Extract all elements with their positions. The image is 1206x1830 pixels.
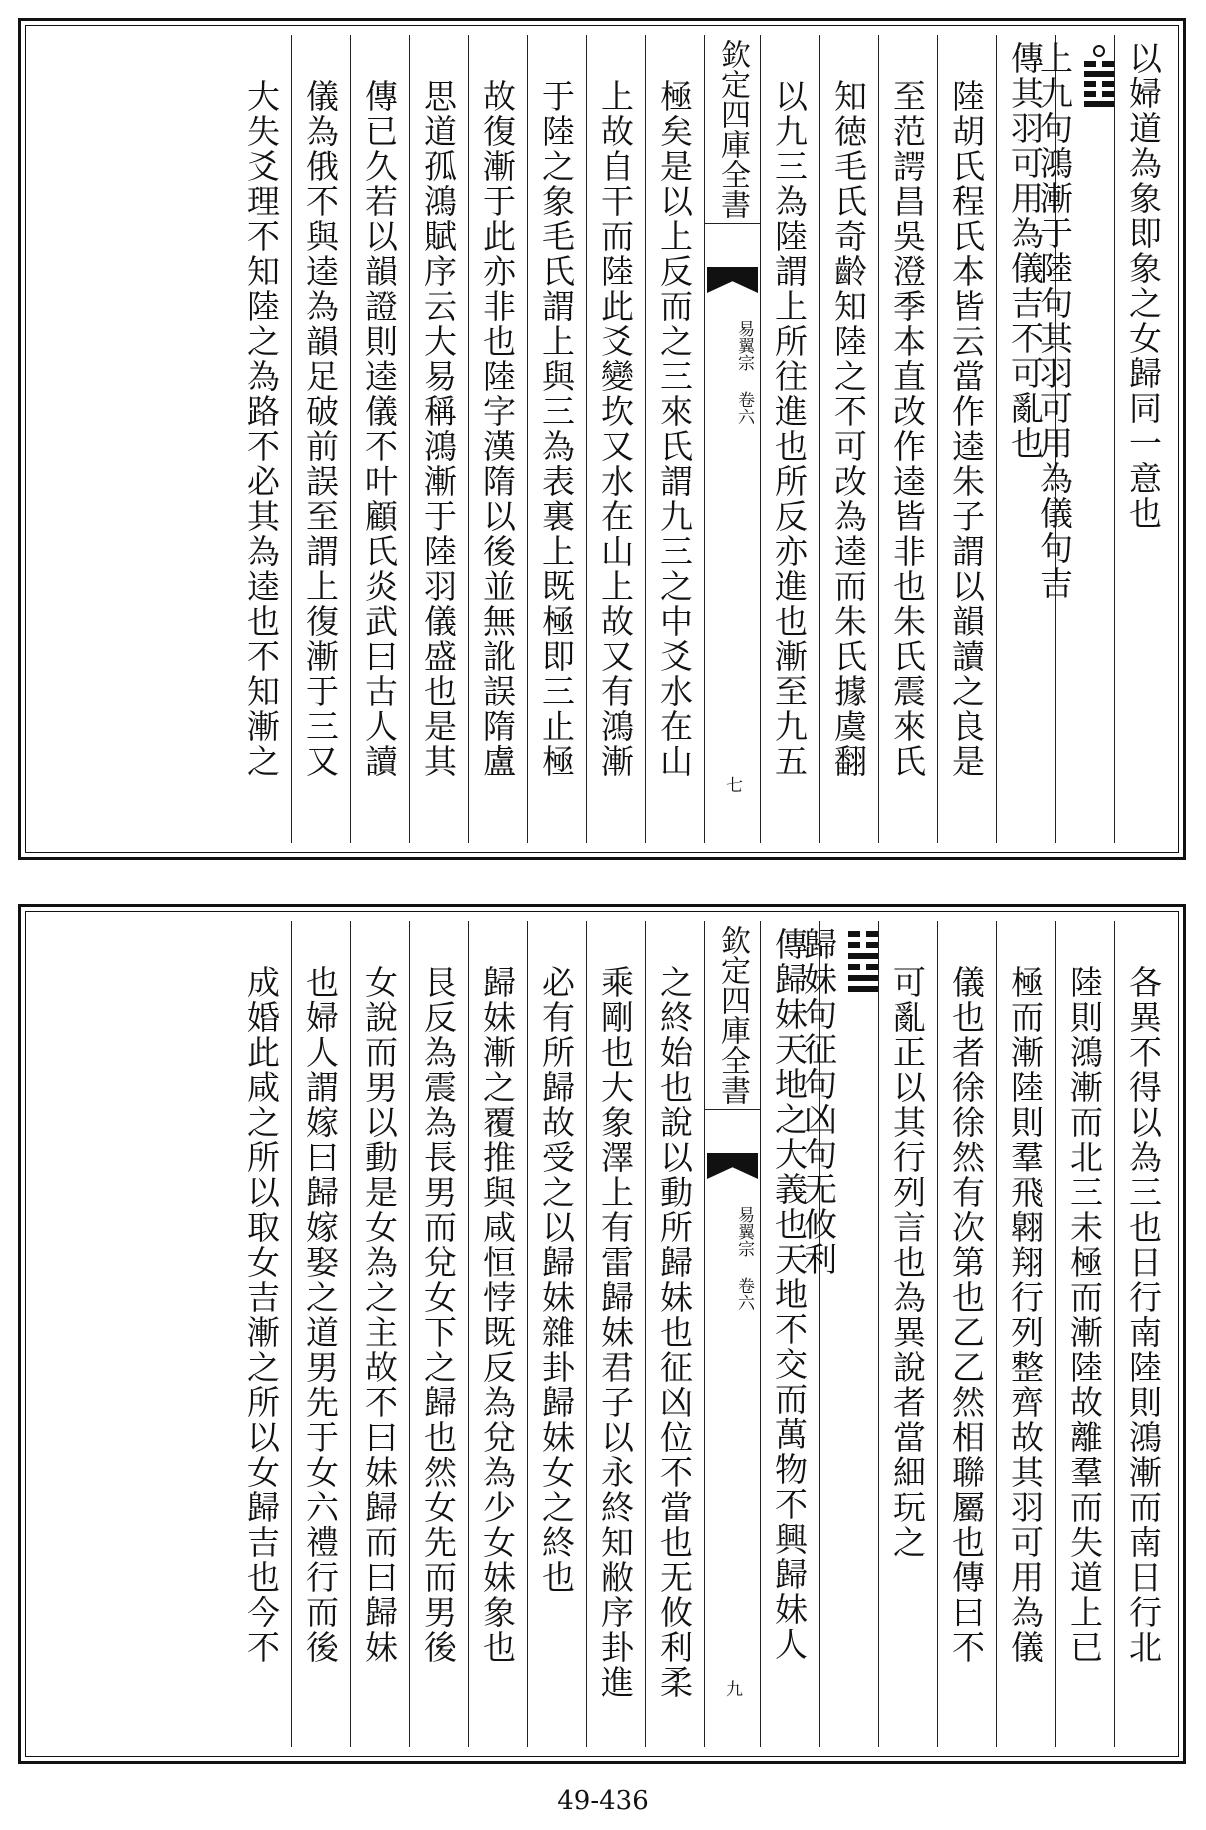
text-column: 之終始也說以動所歸妹也征凶位不當也无攸利柔 [645, 921, 704, 1747]
page-number: 49-436 [557, 1786, 649, 1816]
center-gutter [704, 921, 760, 1747]
line-text: 歸妹句征句凶句无攸利 [799, 927, 838, 1277]
text-column: 各異不得以為三也日行南陸則鴻漸而南日行北 [1114, 921, 1173, 1747]
text-column: 成婚此咸之所以取女吉漸之所以女歸吉也今不 [242, 965, 281, 1665]
text-column: 儀為俄不與逵為韻足破前誤至謂上復漸于三又 [291, 35, 350, 843]
leaf-number: 七 [722, 776, 742, 793]
text-column: 乘剛也大象澤上有雷歸妹君子以永終知敝序卦進 [586, 921, 645, 1747]
text-column: 艮反為震為長男而兌女下之歸也然女先而男後 [409, 921, 468, 1747]
text-column: 上故自干而陸此爻變坎又水在山上故又有鴻漸 [586, 35, 645, 843]
top-page [18, 18, 1186, 860]
text-column: 知徳毛氏奇齡知陸之不可改為逵而朱氏據虞翻 [819, 35, 878, 843]
hexagram-icon [1084, 45, 1114, 111]
text-column: 至范諤昌吳澄季本直改作逵皆非也朱氏震來氏 [878, 35, 937, 843]
bottom-page [18, 904, 1186, 1764]
text-column: 極矣是以上反而之三來氏謂九三之中爻水在山 [645, 35, 704, 843]
hexagram-icon [848, 931, 878, 993]
text-column: 思道孤鴻賦序云大易稱鴻漸于陸羽儀盛也是其 [409, 35, 468, 843]
text-column [799, 921, 878, 1747]
volume-label: 卷六 [734, 391, 754, 425]
volume-label: 卷六 [734, 1277, 754, 1311]
text-column: 傳歸妹天地之大義也天地不交而萬物不興歸妹人 [760, 921, 819, 1747]
text-column: 極而漸陸則羣飛翺翔行列整齊故其羽可用為儀 [996, 921, 1055, 1747]
line-text: 上九句鴻漸于陸句其羽可用為儀句吉 [1035, 41, 1074, 601]
text-column: 傳已久若以韻證則逵儀不叶顧氏炎武曰古人讀 [350, 35, 409, 843]
book-title: 易翼宗 [734, 1206, 754, 1257]
text-column: 陸則鴻漸而北三未極而漸陸故離羣而失道上已 [1055, 921, 1114, 1747]
text-column: 可亂正以其行列言也為異說者當細玩之 [878, 921, 937, 1747]
text-column: 傳其羽可用為儀吉不可亂也 [996, 35, 1055, 843]
bottom-page-columns [31, 921, 1173, 1747]
text-column: 大失爻理不知陸之為路不必其為逵也不知漸之 [242, 79, 281, 779]
text-column: 也婦人謂嫁曰歸嫁娶之道男先于女六禮行而後 [291, 921, 350, 1747]
text-column: 歸妹漸之覆推與咸恒悖既反為兌為少女妹象也 [468, 921, 527, 1747]
text-column: 于陸之象毛氏謂上與三為表裏上既極即三止極 [527, 35, 586, 843]
fish-tail-mark [707, 1153, 758, 1179]
text-column: 儀也者徐徐然有次第也乙乙然相聯屬也傳曰不 [937, 921, 996, 1747]
text-column: 必有所歸故受之以歸妹雜卦歸妹女之終也 [527, 921, 586, 1747]
leaf-number: 九 [722, 1680, 742, 1697]
collection-title: 欽定四庫全書 [705, 39, 760, 224]
text-column: 陸胡氏程氏本皆云當作逵朱子謂以韻讀之良是 [937, 35, 996, 843]
fish-tail-mark [707, 267, 758, 293]
text-column: 以九三為陸謂上所往進也所反亦進也漸至九五 [760, 35, 819, 843]
text-column: 女說而男以動是女為之主故不曰妹歸而曰歸妹 [350, 921, 409, 1747]
text-column: 以婦道為象即象之女歸同一意也 [1114, 35, 1173, 843]
book-title: 易翼宗 [734, 320, 754, 371]
text-column: 故復漸于此亦非也陸字漢隋以後並無訛誤隋盧 [468, 35, 527, 843]
center-gutter [704, 35, 760, 843]
collection-title: 欽定四庫全書 [705, 925, 760, 1110]
top-page-columns [31, 35, 1173, 843]
text-column [1035, 35, 1114, 843]
